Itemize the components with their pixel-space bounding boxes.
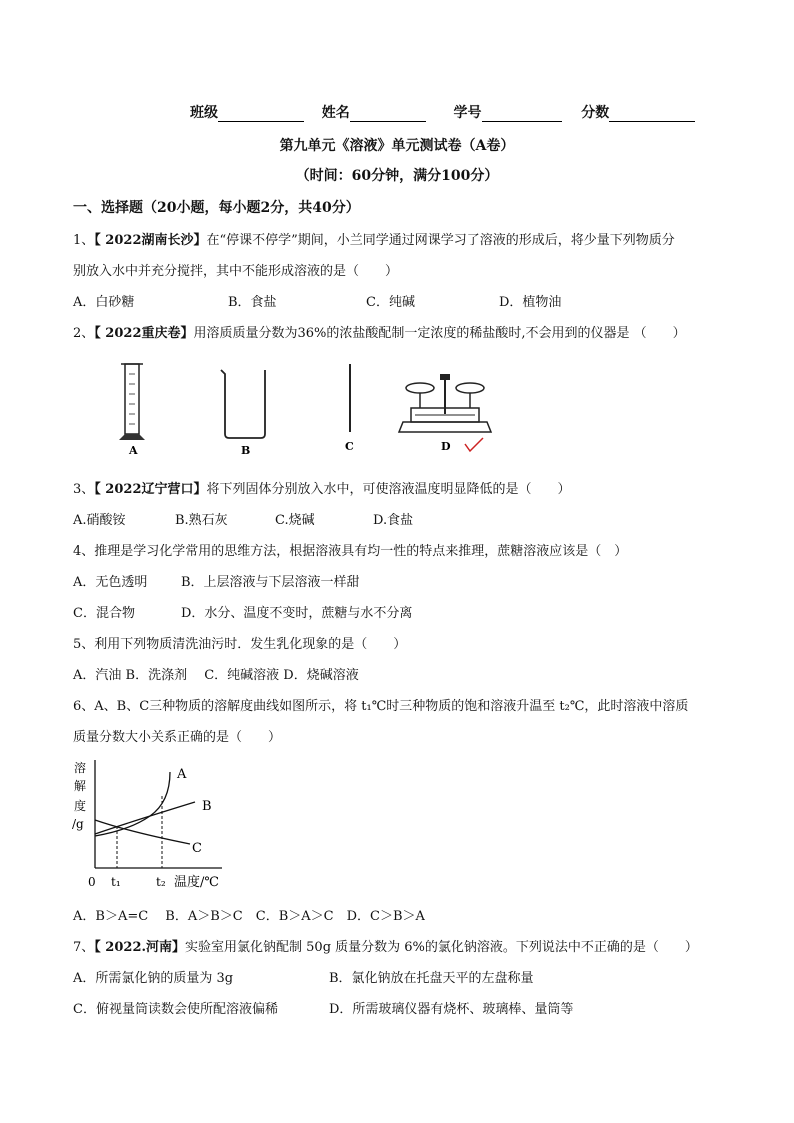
graduated-cylinder-icon[interactable] xyxy=(119,364,145,440)
question-7 xyxy=(73,936,698,955)
section-heading: 一、选择题（20小题，每小题2分，共40分） xyxy=(73,200,360,216)
question-number: 1、 xyxy=(73,233,95,248)
name-label: 姓名 xyxy=(321,105,350,121)
balance-scale-icon[interactable] xyxy=(399,374,491,432)
x-tick-t2: t₂ xyxy=(156,875,166,889)
question-source: 【 2022.河南】 xyxy=(94,940,186,955)
question-text: 用溶质质量分数为36%的浓盐酸配制一定浓度的稀盐酸时,不会用到的仪器是 （ ） xyxy=(193,326,686,341)
option-a[interactable]: A．无色透明 xyxy=(73,575,148,590)
option-c[interactable]: C.烧碱 xyxy=(275,513,315,528)
question-5-options[interactable]: A．汽油 B．洗涤剂 C．纯碱溶液 D．烧碱溶液 xyxy=(73,668,359,683)
score-field[interactable] xyxy=(609,107,695,122)
option-b[interactable]: B.熟石灰 xyxy=(175,513,228,528)
question-number: 2、 xyxy=(73,326,95,341)
series-label-c: C xyxy=(192,841,202,856)
option-a[interactable]: A．所需氯化钠的质量为 3g xyxy=(73,971,234,986)
question-6-cont: 质量分数大小关系正确的是（ ） xyxy=(73,730,282,745)
question-text: 在“停课不停学”期间，小兰同学通过网课学习了溶液的形成后，将少量下列物质分 xyxy=(206,233,675,248)
x-axis-label: 温度/℃ xyxy=(174,875,219,890)
page-subtitle: （时间：60分钟，满分100分） xyxy=(295,168,499,184)
option-c[interactable]: C．纯碱 xyxy=(366,295,415,310)
label-d: D xyxy=(441,440,451,453)
question-text: 将下列固体分别放入水中，可使溶液温度明显降低的是（ ） xyxy=(206,482,571,497)
question-number: 7、 xyxy=(73,940,95,955)
question-source: 【 2022重庆卷】 xyxy=(94,326,194,341)
question-3 xyxy=(73,478,571,497)
x-tick-t1: t₁ xyxy=(111,875,121,889)
option-d[interactable]: D．所需玻璃仪器有烧杯、玻璃棒、量筒等 xyxy=(329,1002,574,1017)
y-axis-label-3: 度 xyxy=(74,799,87,813)
label-a: A xyxy=(129,444,138,457)
question-number: 3、 xyxy=(73,482,95,497)
option-b[interactable]: B．食盐 xyxy=(228,295,277,310)
question-source: 【 2022辽宁营口】 xyxy=(94,482,207,497)
question-1 xyxy=(73,229,675,248)
curve-a xyxy=(95,772,170,836)
y-axis-label-2: 解 xyxy=(74,779,87,793)
question-2 xyxy=(73,322,686,341)
option-d[interactable]: D.食盐 xyxy=(373,513,414,528)
question-4: 4、推理是学习化学常用的思维方法，根据溶液具有均一性的特点来推理，蔗糖溶液应该是（ ） xyxy=(73,544,628,559)
question-4-options-row2 xyxy=(73,602,412,621)
page-title: 第九单元《溶液》单元测试卷（A卷） xyxy=(279,138,515,154)
option-d[interactable]: D．水分、温度不变时，蔗糖与水不分离 xyxy=(181,606,413,621)
x-tick-0: 0 xyxy=(88,875,96,889)
solubility-chart xyxy=(70,758,250,892)
option-a[interactable]: A.硝酸铵 xyxy=(73,513,126,528)
score-label: 分数 xyxy=(581,105,610,121)
class-field[interactable] xyxy=(218,107,304,122)
question-1-cont: 别放入水中并充分搅拌，其中不能形成溶液的是（ ） xyxy=(73,264,399,279)
lab-instruments-figure xyxy=(95,358,515,458)
question-7-options-row2 xyxy=(73,998,573,1017)
series-label-b: B xyxy=(202,799,212,814)
question-3-options xyxy=(73,509,413,528)
option-a[interactable]: A．白砂糖 xyxy=(73,295,135,310)
name-field[interactable] xyxy=(350,107,426,122)
curve-b xyxy=(95,802,195,834)
label-b: B xyxy=(241,444,251,457)
student-id-field[interactable] xyxy=(482,107,562,122)
option-c[interactable]: C．俯视量筒读数会使所配溶液偏稀 xyxy=(73,1002,278,1017)
student-id-label: 学号 xyxy=(453,105,482,121)
student-info-row xyxy=(190,102,695,122)
question-7-options-row1 xyxy=(73,967,534,986)
option-d[interactable]: D．植物油 xyxy=(499,295,562,310)
curve-c xyxy=(95,820,190,844)
question-6: 6、A、B、C三种物质的溶解度曲线如图所示，将 t₁℃时三种物质的饱和溶液升温至 t₂℃，此时溶液中溶质 xyxy=(73,699,689,714)
option-c[interactable]: C．混合物 xyxy=(73,606,135,621)
option-b[interactable]: B．上层溶液与下层溶液一样甜 xyxy=(181,575,360,590)
beaker-icon[interactable] xyxy=(221,370,265,438)
question-source: 【 2022湖南长沙】 xyxy=(94,233,207,248)
option-b[interactable]: B．氯化钠放在托盘天平的左盘称量 xyxy=(329,971,534,986)
y-axis-label-1: 溶 xyxy=(74,761,87,775)
check-mark-icon xyxy=(465,438,483,451)
question-4-options-row1 xyxy=(73,571,360,590)
class-label: 班级 xyxy=(190,105,218,121)
question-6-options[interactable]: A．B＞A=C B．A＞B＞C C．B＞A＞C D．C＞B＞A xyxy=(73,909,425,924)
y-axis-label-4: /g xyxy=(72,817,84,831)
question-1-options xyxy=(73,291,561,310)
series-label-a: A xyxy=(177,767,187,782)
question-text: 实验室用氯化钠配制 50g 质量分数为 6%的氯化钠溶液。下列说法中不正确的是（ ） xyxy=(185,940,698,955)
question-5: 5、利用下列物质清洗油污时．发生乳化现象的是（ ） xyxy=(73,637,407,652)
label-c: C xyxy=(345,440,354,453)
